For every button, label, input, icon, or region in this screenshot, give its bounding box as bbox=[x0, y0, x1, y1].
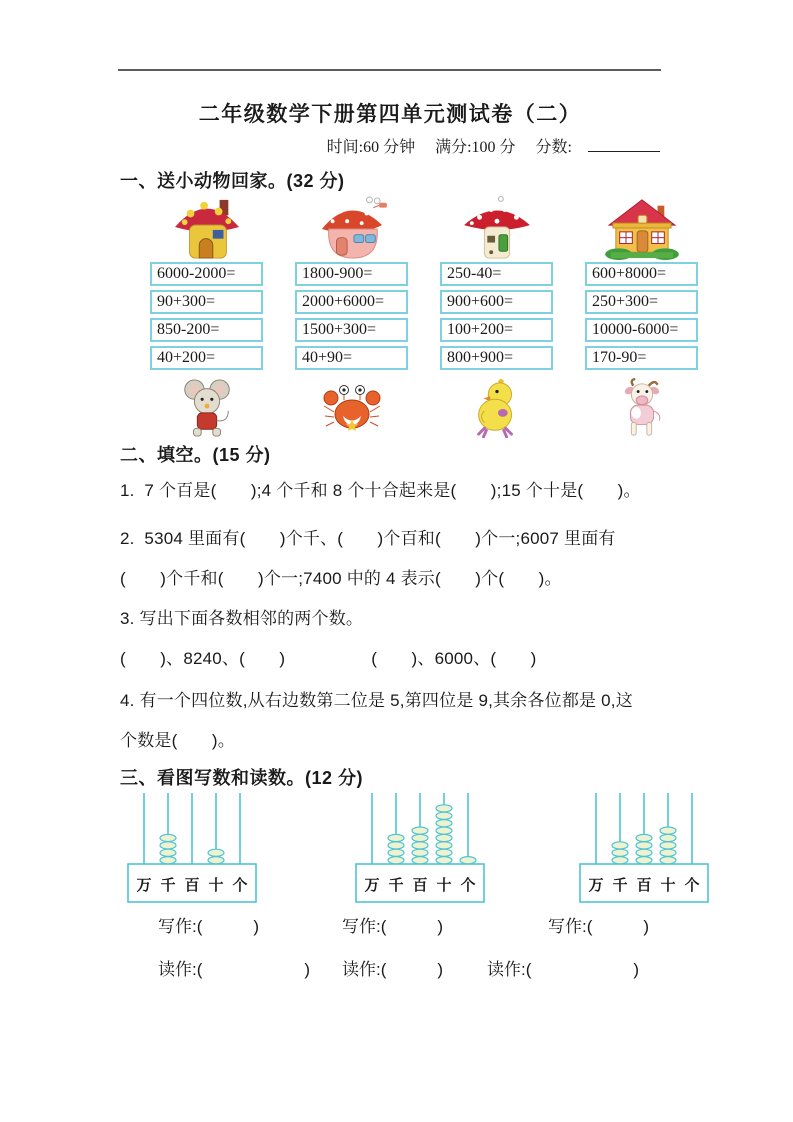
mushroom-house-yellow-icon bbox=[150, 194, 263, 260]
score-label: 分数: bbox=[535, 139, 572, 156]
question-3-line-1: 3. 写出下面各数相邻的两个数。 bbox=[120, 609, 364, 628]
problem-columns bbox=[150, 194, 710, 440]
question-1: 1. 7 个百是( );4 个千和 8 个十合起来是( );15 个十是( )。 bbox=[120, 481, 641, 500]
column-2 bbox=[295, 194, 408, 440]
calf-icon bbox=[585, 376, 698, 440]
column-3 bbox=[440, 194, 553, 440]
answer-box[interactable]: 250-40= bbox=[440, 262, 553, 286]
svg-text:十: 十 bbox=[660, 878, 676, 894]
answer-box[interactable]: 850-200= bbox=[150, 318, 263, 342]
section1-heading: 一、送小动物回家。(32 分) bbox=[120, 171, 345, 191]
answer-box[interactable]: 800+900= bbox=[440, 346, 553, 370]
svg-text:千: 千 bbox=[612, 878, 628, 894]
question-2-line-2: ( )个千和( )个一;7400 中的 4 表示( )个( )。 bbox=[120, 569, 562, 588]
section3-heading: 三、看图写数和读数。(12 分) bbox=[120, 768, 364, 788]
crab-icon bbox=[295, 376, 408, 440]
full-score-label: 满分:100 分 bbox=[435, 139, 516, 156]
question-3-line-2: ( )、8240、( ) ( )、6000、( ) bbox=[120, 649, 537, 668]
svg-text:个: 个 bbox=[460, 878, 476, 894]
column-4 bbox=[585, 194, 698, 440]
answer-box[interactable]: 250+300= bbox=[585, 290, 698, 314]
toadstool-mushroom-icon bbox=[440, 194, 553, 260]
read-blank-3: 读作:( ) bbox=[487, 960, 640, 979]
svg-text:个: 个 bbox=[232, 878, 248, 894]
meta-line bbox=[120, 134, 660, 157]
answer-box[interactable]: 10000-6000= bbox=[585, 318, 698, 342]
answer-box[interactable]: 40+90= bbox=[295, 346, 408, 370]
answer-box[interactable]: 900+600= bbox=[440, 290, 553, 314]
question-4-line-1: 4. 有一个四位数,从右边数第二位是 5,第四位是 9,其余各位都是 0,这 bbox=[120, 691, 633, 710]
mushroom-house-pink-icon bbox=[295, 194, 408, 260]
answer-box[interactable]: 170-90= bbox=[585, 346, 698, 370]
read-blank-1: 读作:( ) bbox=[158, 960, 311, 979]
svg-text:万: 万 bbox=[588, 878, 604, 894]
abacus-figure-1 bbox=[126, 790, 258, 906]
section2-heading: 二、填空。(15 分) bbox=[120, 445, 271, 465]
write-blank-2: 写作:( ) bbox=[342, 917, 444, 936]
header-rule bbox=[118, 69, 661, 71]
page-title: 二年级数学下册第四单元测试卷（二） bbox=[198, 102, 582, 126]
svg-text:十: 十 bbox=[436, 878, 452, 894]
answer-box[interactable]: 6000-2000= bbox=[150, 262, 263, 286]
answer-box[interactable]: 2000+6000= bbox=[295, 290, 408, 314]
write-blank-1: 写作:( ) bbox=[158, 917, 260, 936]
svg-text:百: 百 bbox=[184, 878, 200, 894]
time-label: 时间:60 分钟 bbox=[326, 139, 416, 156]
svg-text:万: 万 bbox=[364, 878, 380, 894]
answer-box[interactable]: 1800-900= bbox=[295, 262, 408, 286]
abacus-figure-3 bbox=[578, 790, 710, 906]
answer-box[interactable]: 1500+300= bbox=[295, 318, 408, 342]
svg-text:十: 十 bbox=[208, 878, 224, 894]
svg-text:千: 千 bbox=[160, 878, 176, 894]
abacus-figure-2 bbox=[354, 790, 486, 906]
svg-text:万: 万 bbox=[136, 878, 152, 894]
mouse-icon bbox=[150, 376, 263, 440]
question-2-line-1: 2. 5304 里面有( )个千、( )个百和( )个一;6007 里面有 bbox=[120, 529, 616, 548]
read-blank-2: 读作:( ) bbox=[342, 960, 444, 979]
answer-box[interactable]: 600+8000= bbox=[585, 262, 698, 286]
score-blank bbox=[588, 137, 660, 152]
answer-box[interactable]: 40+200= bbox=[150, 346, 263, 370]
svg-text:千: 千 bbox=[388, 878, 404, 894]
svg-text:个: 个 bbox=[684, 878, 700, 894]
column-1 bbox=[150, 194, 263, 440]
svg-text:百: 百 bbox=[412, 878, 428, 894]
answer-box[interactable]: 100+200= bbox=[440, 318, 553, 342]
write-blank-3: 写作:( ) bbox=[548, 917, 650, 936]
svg-text:百: 百 bbox=[636, 878, 652, 894]
chick-icon bbox=[440, 376, 553, 440]
cottage-house-icon bbox=[585, 194, 698, 260]
question-4-line-2: 个数是( )。 bbox=[120, 731, 235, 750]
answer-box[interactable]: 90+300= bbox=[150, 290, 263, 314]
